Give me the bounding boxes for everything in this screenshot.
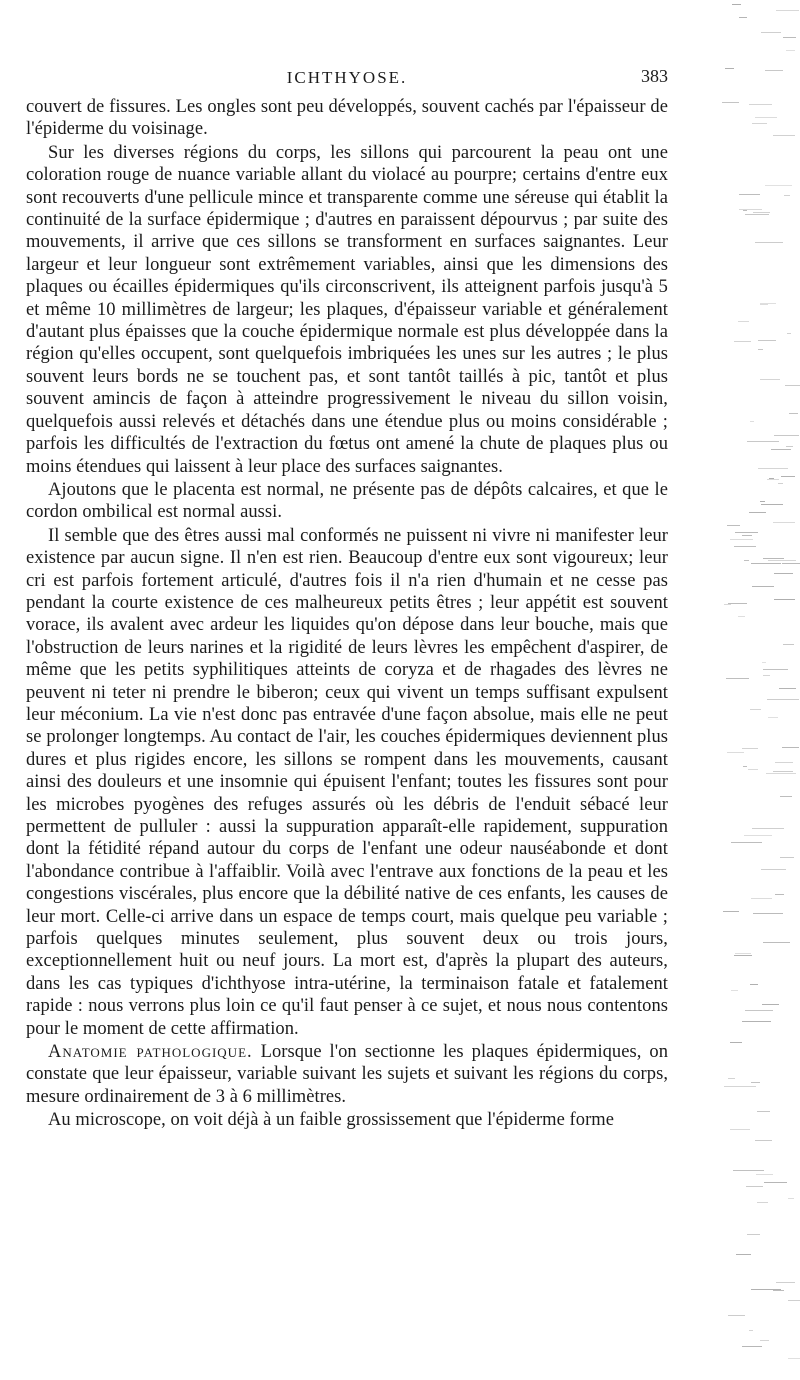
- scan-artifact-line: [780, 857, 794, 858]
- scan-margin-noise: [720, 0, 800, 1380]
- scan-artifact-line: [788, 1198, 794, 1199]
- scan-artifact-line: [774, 573, 793, 574]
- scan-artifact-line: [728, 1315, 745, 1316]
- scan-artifact-line: [753, 913, 783, 914]
- scan-artifact-line: [738, 321, 749, 322]
- scan-artifact-line: [731, 990, 738, 991]
- scan-artifact-line: [734, 955, 752, 956]
- scan-artifact-line: [789, 413, 798, 414]
- paragraph-4-text: Il semble que des êtres aussi mal conformés ne puissent ni vivre ni manifester leur existence par aucun signe. Il n'en est rien. Beaucoup d'entre eux sont vigoureux; leur cri est parfois fortement articulé, d'autres fois il n'a rien d'humain et ne cesse pas pendant la courte existence de ces malheureux petits êtres ; leur appétit est souvent vorace, ils avalent avec ardeur les liquides qu'on dépose dans leur bouche, mais que l'obstruction de leurs narines et la rigidité de leurs lèvres les empêchent d'aspirer, de même que les petits syphilitiques atteints de coryza et de rhagades des lèvres ne peuvent ni teter ni prendre le biberon; ceux qui vivent un temps suffisant expulsent leur méconium. La vie n'est donc pas entravée d'une façon absolue, mais elle ne peut se prolonger longtemps. Au contact de l'air, les couches épidermiques deviennent plus dures et plus rigides encore, les sillons se rompent dans les mouvements, causant ainsi des douleurs et une insomnie qui épuisent l'enfant; toutes les fissures sont pour les microbes pyogènes des refuges assurés où les débris de l'enduit sébacé leur permettent de pulluler : aussi la suppuration apparaît-elle rapidement, suppuration dont la fétidité répand autour du corps de l'enfant une odeur nauséabonde et dont l'abondance contribue à l'affaiblir. Voilà avec l'entrave aux fonctions de la peau et les congestions viscérales, plus encore que la débilité native de ces enfants, les causes de leur mort. Celle-ci arrive dans un espace de temps court, mais quelque peu variable ; parfois quelques minutes seulement, plus souvent deux ou trois jours, exceptionnellement huit ou neuf jours. La mort est, d'après la plupart des auteurs, dans les cas typiques d'ichthyose intra-utérine, la terminaison fatale et fatalement rapide : nous verrons plus loin ce qu'il faut penser à ce sujet, et nous nous contentons pour le moment de cette affirmation.: [26, 525, 668, 1039]
- scan-artifact-line: [736, 1254, 751, 1255]
- scan-artifact-line: [785, 385, 800, 386]
- scan-artifact-line: [747, 441, 779, 442]
- scan-artifact-line: [744, 835, 772, 836]
- scan-artifact-line: [735, 953, 751, 954]
- scan-artifact-line: [750, 709, 761, 710]
- scan-artifact-line: [782, 563, 800, 564]
- scan-artifact-line: [738, 616, 745, 617]
- scan-artifact-line: [752, 123, 767, 124]
- scan-artifact-line: [751, 563, 781, 564]
- running-title: ICHTHYOSE.: [286, 68, 408, 87]
- scan-artifact-line: [749, 512, 766, 513]
- scan-artifact-line: [762, 662, 766, 663]
- scan-artifact-line: [742, 535, 752, 536]
- scan-artifact-line: [727, 752, 744, 753]
- scan-artifact-line: [769, 478, 774, 479]
- scan-artifact-line: [780, 796, 792, 797]
- scan-artifact-line: [751, 898, 772, 899]
- scan-artifact-line: [755, 117, 777, 118]
- scan-artifact-line: [782, 747, 799, 748]
- paragraph-1-text: couvert de fissures. Les ongles sont peu développés, souvent cachés par l'épaisseur de l'épiderme du voisinage.: [26, 97, 668, 140]
- scan-artifact-line: [760, 379, 780, 380]
- scan-artifact-line: [751, 1082, 760, 1083]
- scan-artifact-line: [742, 748, 758, 749]
- scan-artifact-line: [762, 1004, 779, 1005]
- paragraph-4: [26, 525, 668, 1040]
- scan-artifact-line: [739, 17, 747, 18]
- scan-artifact-line: [755, 1140, 772, 1141]
- scan-artifact-line: [753, 212, 770, 213]
- scan-artifact-line: [744, 560, 749, 561]
- scan-artifact-line: [775, 762, 793, 763]
- scan-artifact-line: [773, 135, 795, 136]
- scan-artifact-line: [745, 214, 769, 215]
- scan-artifact-line: [739, 194, 760, 195]
- scan-artifact-line: [730, 539, 753, 540]
- scan-artifact-line: [757, 1111, 770, 1112]
- scan-artifact-line: [731, 842, 762, 843]
- scan-artifact-line: [735, 532, 758, 533]
- scan-artifact-line: [752, 828, 784, 829]
- scan-artifact-line: [732, 4, 741, 5]
- scan-artifact-line: [724, 1086, 756, 1087]
- scan-artifact-line: [784, 195, 790, 196]
- scan-artifact-line: [774, 599, 795, 600]
- scan-artifact-line: [724, 604, 731, 605]
- scan-artifact-line: [730, 1129, 750, 1130]
- scan-artifact-line: [722, 102, 739, 103]
- scan-artifact-line: [742, 1346, 762, 1347]
- scan-artifact-line: [773, 771, 793, 772]
- scan-artifact-line: [757, 1202, 768, 1203]
- scan-artifact-line: [742, 1021, 771, 1022]
- scan-artifact-line: [728, 1078, 735, 1079]
- scan-artifact-line: [758, 340, 776, 341]
- scan-artifact-line: [726, 678, 749, 679]
- scan-artifact-line: [773, 522, 795, 523]
- scan-artifact-line: [788, 1358, 800, 1359]
- scan-artifact-line: [765, 70, 783, 71]
- scan-artifact-line: [763, 675, 770, 676]
- scan-artifact-line: [778, 483, 783, 484]
- scan-artifact-line: [768, 717, 778, 718]
- scan-artifact-line: [750, 421, 754, 422]
- scan-artifact-line: [746, 1186, 763, 1187]
- scan-artifact-line: [761, 869, 786, 870]
- scan-artifact-line: [727, 525, 740, 526]
- scan-artifact-line: [767, 699, 799, 700]
- scan-artifact-line: [761, 32, 781, 33]
- scan-artifact-line: [758, 468, 788, 469]
- scan-artifact-line: [734, 341, 751, 342]
- scan-artifact-line: [723, 911, 739, 912]
- section-heading: Anatomie pathologique.: [48, 1042, 253, 1063]
- scan-artifact-line: [745, 1010, 773, 1011]
- body-text: [26, 96, 668, 1132]
- scan-artifact-line: [766, 773, 796, 774]
- scan-artifact-line: [734, 546, 756, 547]
- scan-artifact-line: [730, 1042, 742, 1043]
- scan-artifact-line: [760, 1340, 769, 1341]
- scan-artifact-line: [756, 1174, 773, 1175]
- scan-artifact-line: [761, 504, 783, 505]
- scan-artifact-line: [781, 476, 795, 477]
- scan-artifact-line: [787, 333, 791, 334]
- paragraph-6: [26, 1109, 668, 1131]
- paragraph-2: [26, 142, 668, 478]
- scan-artifact-line: [750, 984, 758, 985]
- scan-artifact-line: [786, 446, 793, 447]
- paragraph-5-text: Lorsque l'on sectionne les plaques épidermiques, on constate que leur épaisseur, variable suivant les sujets et suivant les régions du corps, mesure ordinairement de 3 à 6 millimètres.: [26, 1042, 668, 1107]
- scan-artifact-line: [760, 303, 776, 304]
- scan-artifact-line: [743, 210, 747, 211]
- paragraph-6-text: Au microscope, on voit déjà à un faible grossissement que l'épiderme forme: [48, 1110, 614, 1131]
- document-page: [26, 64, 668, 1133]
- scan-artifact-line: [788, 1300, 800, 1301]
- scan-artifact-line: [763, 669, 788, 670]
- scan-artifact-line: [779, 688, 796, 689]
- scan-artifact-line: [733, 1170, 764, 1171]
- paragraph-2-text: Sur les diverses régions du corps, les sillons qui parcourent la peau ont une coloration rouge de nuance variable allant du violacé au pourpre; certains d'entre eux sont recouverts d'une pellicule mince et transparente comme une séreuse qui établit la continuité de la surface épidermique ; d'autres en paraissent dépourvus ; par suite des mouvements, il arrive que ces sillons se transforment en surfaces saignantes. Leur largeur et leur longueur sont extrêmement variables, ainsi que les dimensions des plaques ou écailles épidermiques qu'ils circonscrivent, ils atteignent parfois jusqu'à 5 et même 10 millimètres de largeur; les plaques, d'épaisseur variable et généralement d'autant plus épaisses que la couche épidermique normale est plus développée dans la région qu'elles occupent, sont quelquefois imbriquées les unes sur les autres ; le plus souvent leurs bords ne se touchent pas, et sont tantôt taillés à pic, tantôt et plus souvent amincis de façon à atteindre progressivement le niveau du sillon voisin, quelquefois aussi relevés et détachés dans une étendue plus ou moins considérable ; parfois les difficultés de l'extraction du fœtus ont amené la chute de plaques plus ou moins étendues qui laissent à leur place des surfaces saignantes.: [26, 142, 668, 477]
- paragraph-5: [26, 1041, 668, 1108]
- scan-artifact-line: [764, 1182, 787, 1183]
- scan-artifact-line: [728, 603, 747, 604]
- scan-artifact-line: [749, 104, 772, 105]
- scan-artifact-line: [763, 558, 784, 559]
- page-number: 383: [641, 66, 668, 86]
- paragraph-3: [26, 479, 668, 524]
- scan-artifact-line: [783, 644, 794, 645]
- scan-artifact-line: [776, 1282, 795, 1283]
- scan-artifact-line: [771, 449, 791, 450]
- scan-artifact-line: [774, 435, 799, 436]
- scan-artifact-line: [747, 1234, 760, 1235]
- scan-artifact-line: [760, 304, 768, 305]
- scan-artifact-line: [760, 501, 765, 502]
- scan-artifact-line: [752, 586, 774, 587]
- scan-artifact-line: [783, 37, 796, 38]
- scan-artifact-line: [768, 560, 796, 561]
- scan-artifact-line: [725, 68, 734, 69]
- scan-artifact-line: [765, 185, 792, 186]
- paragraph-1: [26, 96, 668, 141]
- scan-artifact-line: [755, 242, 783, 243]
- scan-artifact-line: [773, 1290, 784, 1291]
- paragraph-3-text: Ajoutons que le placenta est normal, ne présente pas de dépôts calcaires, et que le cordon ombilical est normal aussi.: [26, 479, 668, 523]
- scan-artifact-line: [786, 50, 795, 51]
- scan-artifact-line: [758, 349, 763, 350]
- scan-artifact-line: [749, 1330, 753, 1331]
- scan-artifact-line: [743, 766, 747, 767]
- scan-artifact-line: [775, 894, 784, 895]
- scan-artifact-line: [776, 10, 799, 11]
- scan-artifact-line: [748, 769, 758, 770]
- scan-artifact-line: [767, 479, 779, 480]
- scan-artifact-line: [739, 209, 762, 210]
- scan-artifact-line: [763, 942, 790, 943]
- page-header: [26, 64, 668, 94]
